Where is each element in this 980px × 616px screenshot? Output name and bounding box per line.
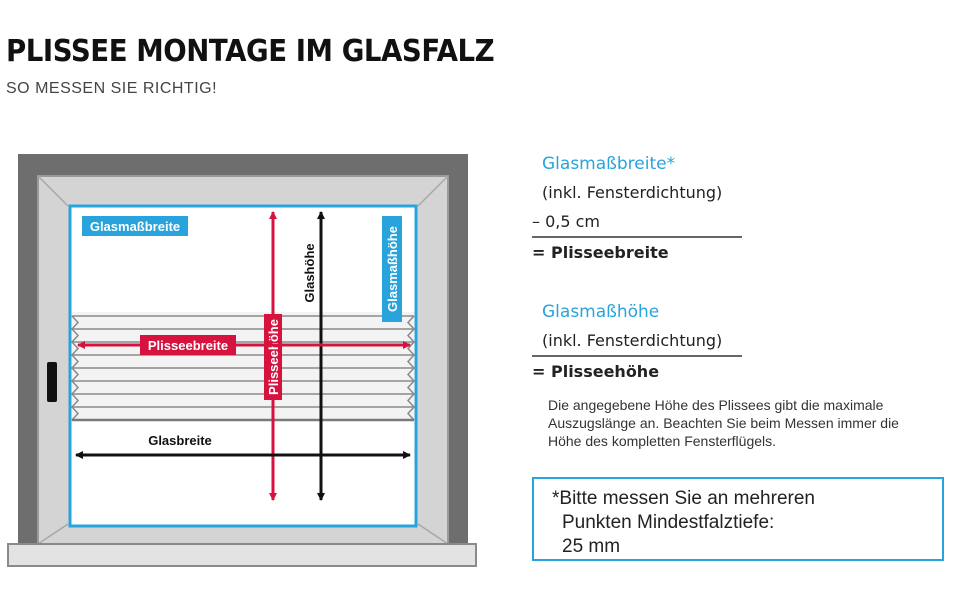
formula-width-heading: Glasmaßbreite* <box>542 154 676 174</box>
formula-height <box>532 298 742 386</box>
glashoehe-label: Glashöhe <box>302 243 317 303</box>
window-handle <box>47 362 57 402</box>
plisseehoehe-label: Plisseehöhe <box>266 319 281 395</box>
hint-line3: 25 mm <box>562 536 621 557</box>
hint-line2: Punkten Mindestfalztiefe: <box>562 512 775 533</box>
formula-height-line1: (inkl. Fensterdichtung) <box>532 326 742 357</box>
glasbreite-label: Glasbreite <box>148 433 212 448</box>
window-diagram <box>0 140 500 580</box>
pleated-blind <box>72 312 414 420</box>
formula-width <box>532 150 742 267</box>
formula-width-line1: (inkl. Fensterdichtung) <box>542 183 723 202</box>
height-note <box>548 396 978 450</box>
height-note-line1: Die angegebene Höhe des Plissees gibt die maximale <box>548 397 884 413</box>
page-subtitle: SO MESSEN SIE RICHTIG! <box>6 80 218 97</box>
formula-width-line2: – 0,5 cm <box>532 207 742 238</box>
glasmasshoehe-label: Glasmaßhöhe <box>385 226 400 312</box>
glasmassbreite-label: Glasmaßbreite <box>89 219 181 234</box>
formula-width-result: = Plisseebreite <box>532 243 669 262</box>
measurement-hint-box <box>532 477 944 561</box>
formula-height-result: = Plisseehöhe <box>532 362 660 381</box>
height-note-line2: Auszugslänge an. Beachten Sie beim Messen immer die <box>548 415 899 431</box>
height-note-line3: Höhe des kompletten Fensterflügels. <box>548 433 777 449</box>
plisseebreite-label: Plisseebreite <box>147 338 229 353</box>
window-sill <box>8 544 476 566</box>
hint-line1: *Bitte messen Sie an mehreren <box>552 488 815 509</box>
page-title: PLISSEE MONTAGE IM GLASFALZ <box>6 34 495 69</box>
formula-height-heading: Glasmaßhöhe <box>542 302 660 322</box>
